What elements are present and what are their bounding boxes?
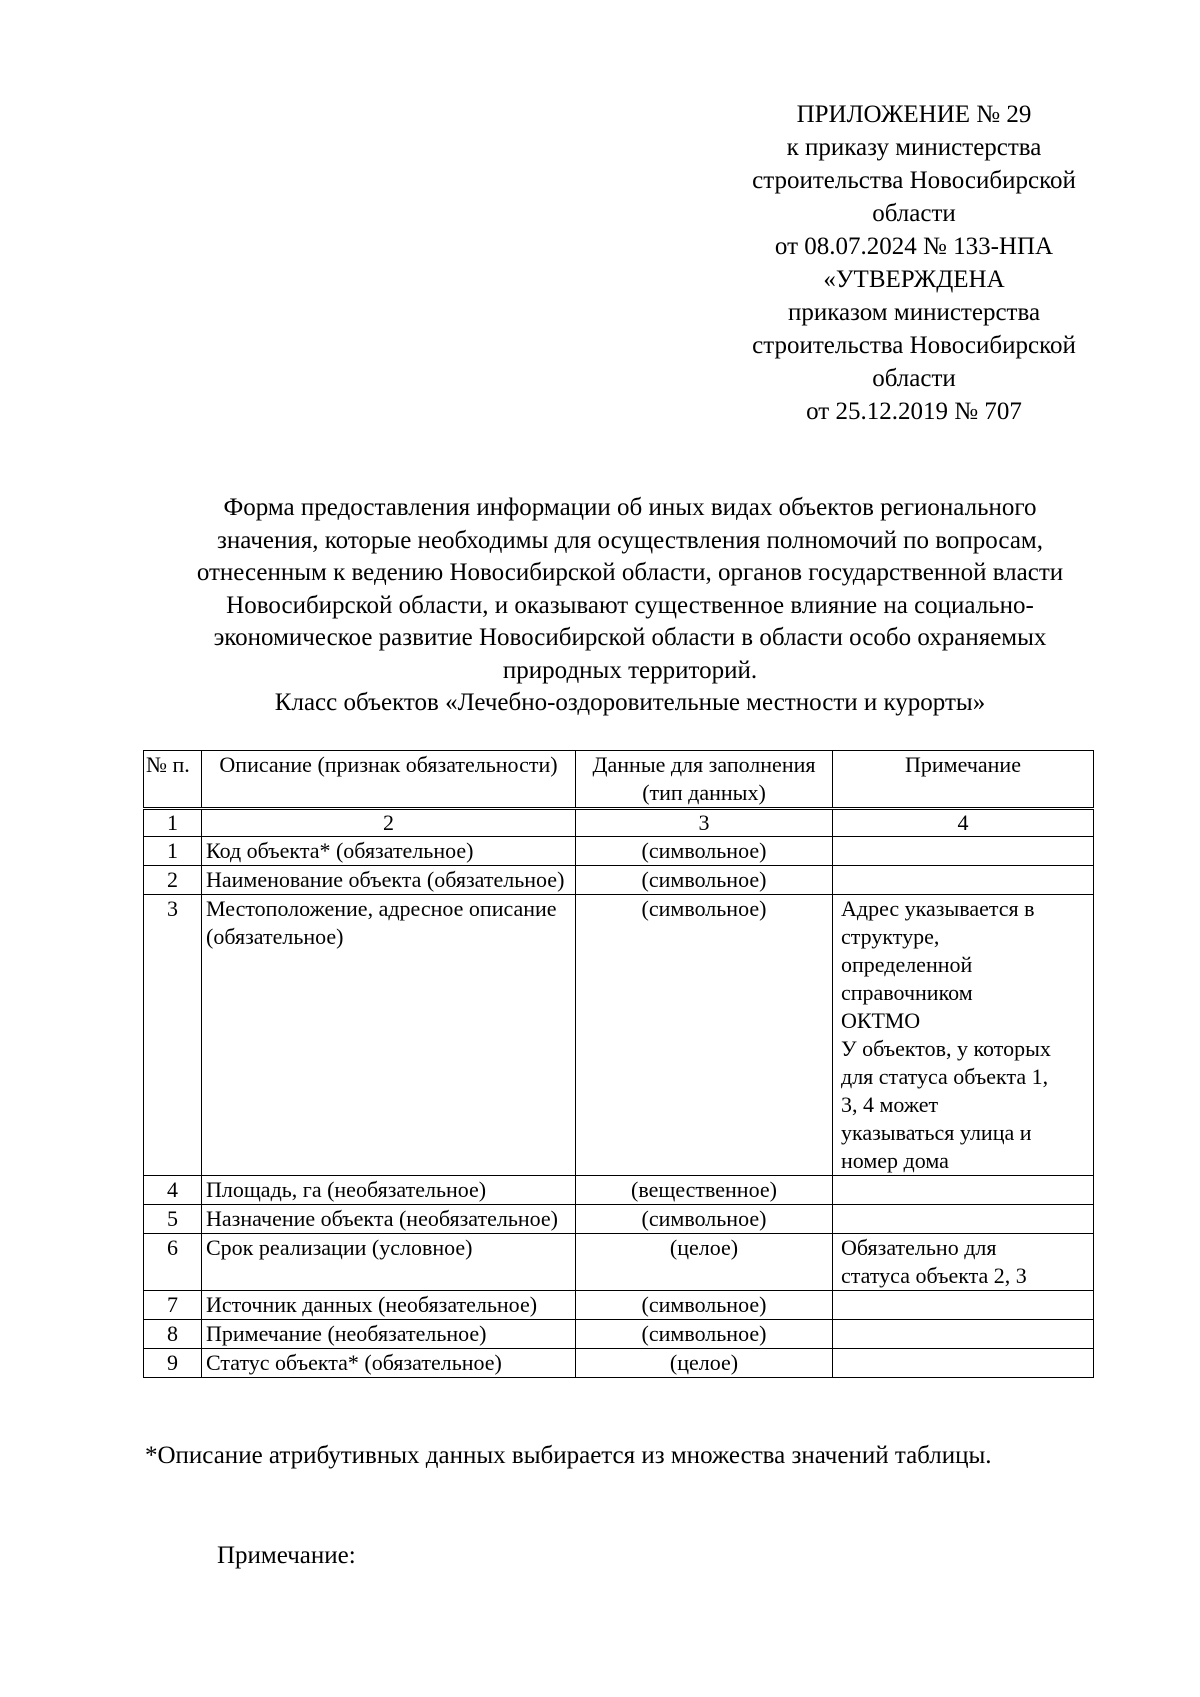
table-row — [144, 837, 1094, 866]
row-note — [833, 1234, 1094, 1291]
note-line: Адрес указывается в — [841, 896, 1035, 921]
note-line: У объектов, у которых — [841, 1036, 1051, 1061]
row-description: Местоположение, адресное описание (обязательное) — [202, 895, 576, 1176]
approval-line: «УТВЕРЖДЕНА — [823, 266, 1005, 293]
row-description: Наименование объекта (обязательное) — [202, 866, 576, 895]
column-number: 2 — [202, 809, 576, 837]
note-line: ОКТМО — [841, 1008, 921, 1033]
row-number: 4 — [144, 1176, 202, 1205]
approval-line: области — [872, 200, 956, 227]
note-line: для статуса объекта 1, — [841, 1064, 1049, 1089]
row-description: Назначение объекта (необязательное) — [202, 1205, 576, 1234]
row-description: Статус объекта* (обязательное) — [202, 1349, 576, 1378]
note-line: структуре, — [841, 924, 940, 949]
table-row — [144, 895, 1094, 1176]
column-number: 1 — [144, 809, 202, 837]
column-number: 4 — [833, 809, 1094, 837]
table-row — [144, 866, 1094, 895]
table-row — [144, 1349, 1094, 1378]
note-heading: Примечание: — [217, 1542, 356, 1569]
table-row — [144, 1176, 1094, 1205]
footnote: *Описание атрибутивных данных выбирается из множества значений таблицы. — [145, 1442, 992, 1469]
table-row — [144, 1205, 1094, 1234]
row-description: Площадь, га (необязательное) — [202, 1176, 576, 1205]
approval-line: к приказу министерства — [786, 134, 1042, 161]
column-number-row — [144, 809, 1094, 837]
approval-line: ПРИЛОЖЕНИЕ № 29 — [796, 101, 1032, 128]
row-data-type: (символьное) — [576, 866, 833, 895]
row-note — [833, 1291, 1094, 1320]
form-title-line: отнесенным к ведению Новосибирской области, органов государственной власти — [196, 559, 1064, 586]
form-title-line: экономическое развитие Новосибирской области в области особо охраняемых — [213, 624, 1047, 651]
row-data-type: (символьное) — [576, 895, 833, 1176]
row-note — [833, 895, 1094, 1176]
approval-block — [718, 98, 1110, 428]
attributes-table — [143, 750, 1094, 1378]
row-description: Код объекта* (обязательное) — [202, 837, 576, 866]
object-class-line: Класс объектов «Лечебно-оздоровительные местности и курорты» — [274, 689, 986, 716]
note-line: номер дома — [841, 1148, 949, 1173]
note-line: статуса объекта 2, 3 — [841, 1263, 1027, 1288]
row-note — [833, 1205, 1094, 1234]
header-data-type: Данные для заполнения (тип данных) — [576, 751, 833, 809]
row-number: 9 — [144, 1349, 202, 1378]
table-row — [144, 1234, 1094, 1291]
approval-line: от 25.12.2019 № 707 — [806, 398, 1022, 425]
approval-line: строительства Новосибирской — [752, 332, 1076, 359]
row-number: 1 — [144, 837, 202, 866]
form-title — [130, 492, 1130, 720]
note-line: справочником — [841, 980, 973, 1005]
row-data-type: (вещественное) — [576, 1176, 833, 1205]
note-line: указываться улица и — [841, 1120, 1032, 1145]
approval-line: приказом министерства — [787, 299, 1041, 326]
row-note — [833, 866, 1094, 895]
approval-line: области — [872, 365, 956, 392]
row-description: Срок реализации (условное) — [202, 1234, 576, 1291]
row-data-type: (символьное) — [576, 1291, 833, 1320]
row-note — [833, 837, 1094, 866]
row-data-type: (символьное) — [576, 1205, 833, 1234]
form-title-line: Новосибирской области, и оказывают существенное влияние на социально- — [226, 591, 1034, 619]
row-data-type: (целое) — [576, 1349, 833, 1378]
row-data-type: (целое) — [576, 1234, 833, 1291]
row-number: 3 — [144, 895, 202, 1176]
form-title-line: природных территорий. — [502, 656, 758, 684]
header-note: Примечание — [833, 751, 1094, 809]
row-number: 7 — [144, 1291, 202, 1320]
row-note — [833, 1176, 1094, 1205]
row-number: 8 — [144, 1320, 202, 1349]
header-description: Описание (признак обязательности) — [202, 751, 576, 809]
row-description: Примечание (необязательное) — [202, 1320, 576, 1349]
note-line: определенной — [841, 952, 973, 977]
row-note — [833, 1320, 1094, 1349]
form-title-line: значения, которые необходимы для осуществления полномочий по вопросам, — [217, 526, 1043, 554]
approval-line: от 08.07.2024 № 133-НПА — [774, 233, 1054, 260]
table-row — [144, 1291, 1094, 1320]
note-line: Обязательно для — [841, 1235, 997, 1260]
note-line: 3, 4 может — [841, 1092, 939, 1117]
approval-line: строительства Новосибирской — [752, 167, 1076, 194]
row-number: 2 — [144, 866, 202, 895]
row-data-type: (символьное) — [576, 1320, 833, 1349]
column-number: 3 — [576, 809, 833, 837]
table-row — [144, 1320, 1094, 1349]
row-number: 5 — [144, 1205, 202, 1234]
row-number: 6 — [144, 1234, 202, 1291]
table-header-row — [144, 751, 1094, 809]
form-title-line: Форма предоставления информации об иных видах объектов регионального — [223, 494, 1037, 521]
row-note — [833, 1349, 1094, 1378]
row-data-type: (символьное) — [576, 837, 833, 866]
header-number: № п. — [144, 751, 202, 809]
row-description: Источник данных (необязательное) — [202, 1291, 576, 1320]
